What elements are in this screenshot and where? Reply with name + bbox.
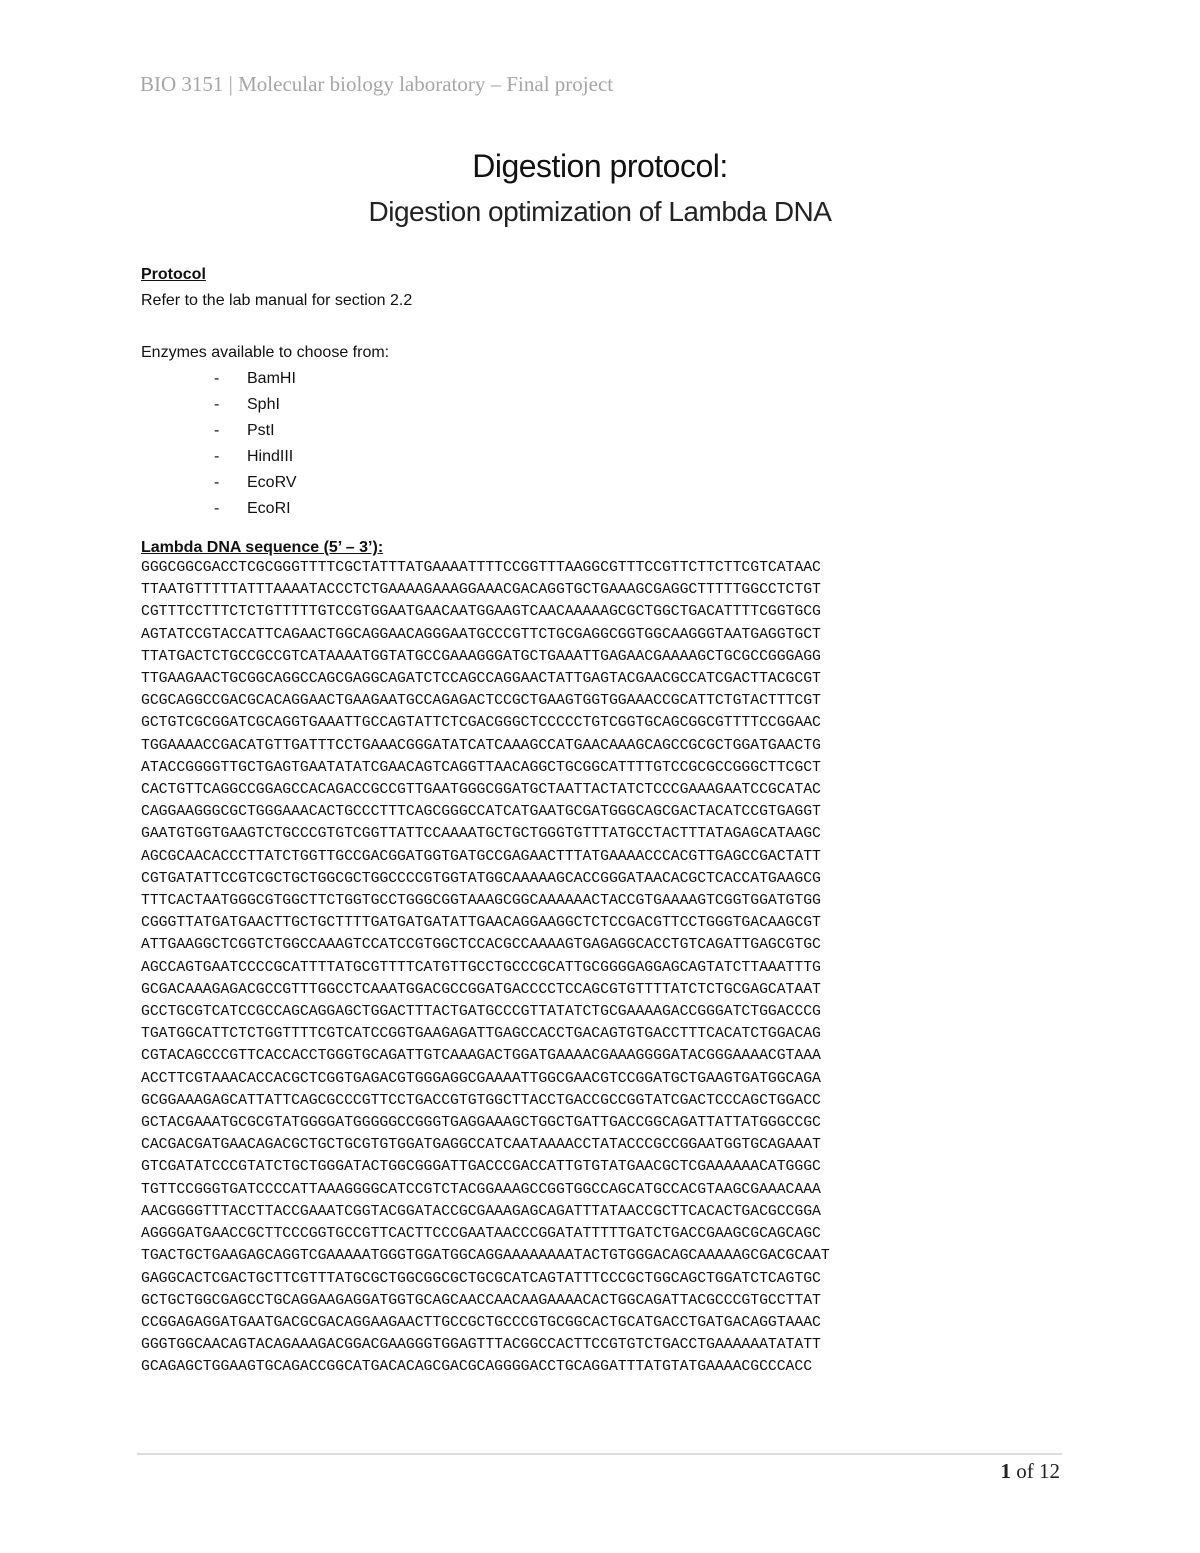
sequence-line: CACTGTTCAGGCCGGAGCCACAGACCGCCGTTGAATGGGCGGATGCTAATTACTATCTCCCGAAAGAATCCGCATAC (141, 782, 821, 799)
sequence-line: CGTGATATTCCGTCGCTGCTGGCGCTGGCCCCGTGGTATGGCAAAAAGCACCGGGATAACACGCTCACCATGAAGCG (141, 870, 821, 887)
enzyme-name: EcoRI (247, 500, 291, 517)
enzyme-name: HindIII (247, 448, 294, 465)
sequence-line: TGGAAAACCGACATGTTGATTTCCTGAAACGGGATATCATCAAAGCCATGAACAAAGCAGCCGCGCTGGATGAACTG (141, 737, 821, 754)
bullet-dash: - (214, 370, 220, 387)
sequence-line: ATACCGGGGTTGCTGAGTGAATATATCGAACAGTCAGGTTAACAGGCTGCGGCATTTTGTCCGCGCCGGGCTTCGCT (141, 759, 821, 776)
sequence-line: GAGGCACTCGACTGCTTCGTTTATGCGCTGGCGGCGCTGCGCATCAGTATTTCCCGCTGGCAGCTGGATCTCAGTGC (141, 1270, 821, 1287)
sequence-line: CGTACAGCCCGTTCACCACCTGGGTGCAGATTGTCAAAGACTGGATGAAAACGAAAGGGGATACGGGAAAACGTAAA (141, 1048, 821, 1065)
sequence-line: GCGCAGGCCGACGCACAGGAACTGAAGAATGCCAGAGACTCCGCTGAAGTGGTGGAAACCGCATTCTGTACTTTCGT (141, 693, 821, 710)
sequence-line: GCTGTCGCGGATCGCAGGTGAAATTGCCAGTATTCTCGACGGGCTCCCCCTGTCGGTGCAGCGGCGTTTTCCGGAAC (141, 715, 821, 732)
list-item (214, 496, 1061, 522)
bullet-dash: - (214, 422, 220, 439)
sequence-line: GAATGTGGTGAAGTCTGCCCGTGTCGGTTATTCCAAAATGCTGCTGGGTGTTTATGCCTACTTTATAGAGCATAAGC (141, 826, 821, 843)
sequence-line: TGTTCCGGGTGATCCCCATTAAAGGGGCATCCGTCTACGGAAAGCCGGTGGCCAGCATGCCACGTAAGCGAAACAAA (141, 1181, 821, 1198)
bullet-dash: - (214, 500, 220, 517)
sequence-line: TTGAAGAACTGCGGCAGGCCAGCGAGGCAGATCTCCAGCCAGGAACTATTGAGTACGAACGCCATCGACTTACGCGT (141, 671, 821, 688)
sequence-line: GCTGCTGGCGAGCCTGCAGGAAGAGGATGGTGCAGCAACCAACAAGAAAACACTGGCAGATTACGCCCGTGCCTTAT (141, 1292, 821, 1309)
sequence-line: ATTGAAGGCTCGGTCTGGCCAAAGTCCATCCGTGGCTCCACGCCAAAAGTGAGAGGCACCTGTCAGATTGAGCGTGC (141, 937, 821, 954)
enzymes-intro: Enzymes available to choose from: (141, 344, 390, 361)
sequence-line: TTATGACTCTGCCGCCGTCATAAAATGGTATGCCGAAAGGGATGCTGAAATTGAGAACGAAAAGCTGCGCCGGGAGG (141, 648, 821, 665)
sequence-line: TTAATGTTTTTATTTAAAATACCCTCTGAAAAGAAAGGAAACGACAGGTGCTGAAAGCGAGGCTTTTTGGCCTCTGT (141, 582, 821, 599)
page-header: BIO 3151 | Molecular biology laboratory – Final project (140, 72, 614, 96)
sequence-heading: Lambda DNA sequence (5’ – 3’): (141, 539, 384, 556)
list-item (214, 366, 1061, 392)
bullet-dash: - (214, 474, 220, 491)
sequence-line: GCCTGCGTCATCCGCCAGCAGGAGCTGGACTTTACTGATGCCCGTTATATCTGCGAAAAGACCGGGATCTGGACCCG (141, 1004, 821, 1021)
enzyme-name: EcoRV (247, 474, 297, 491)
list-item (214, 470, 1061, 496)
page-of-label: of (1016, 1459, 1034, 1483)
sequence-line: AACGGGGTTTACCTTACCGAAATCGGTACGGATACCGCGAAAGAGCAGATTTATAACCGCTTCACACTGACGCCGGA (141, 1203, 821, 1220)
sequence-line: AGCCAGTGAATCCCCGCATTTTATGCGTTTTCATGTTGCCTGCCCGCATTGCGGGGAGGAGCAGTATCTTAAATTTG (141, 959, 821, 976)
sequence-line: AGGGGATGAACCGCTTCCCGGTGCCGTTCACTTCCCGAATAACCCGGATATTTTTGATCTGACCGAAGCGCAGCAGC (141, 1226, 821, 1243)
sequence-line: GCGACAAAGAGACGCCGTTTGGCCTCAAATGGACGCCGGATGACCCCTCCAGCGTGTTTTATCTCTGCGAGCATAAT (141, 981, 821, 998)
sequence-line: GCTACGAAATGCGCGTATGGGGATGGGGGCCGGGTGAGGAAAGCTGGCTGATTGACCGGCAGATTATTATGGGCCGC (141, 1115, 821, 1132)
bullet-dash: - (214, 396, 220, 413)
list-item (214, 418, 1061, 444)
page-number (1001, 1459, 1061, 1484)
list-item (214, 392, 1061, 418)
total-pages: 12 (1039, 1459, 1060, 1483)
sequence-line: GCAGAGCTGGAAGTGCAGACCGGCATGACACAGCGACGCAGGGGACCTGCAGGATTTATGTATGAAAACGCCCACC (141, 1359, 813, 1376)
protocol-heading: Protocol (141, 266, 206, 283)
current-page: 1 (1000, 1459, 1011, 1483)
sequence-line: AGCGCAACACCCTTATCTGGTTGCCGACGGATGGTGATGCCGAGAACTTTATGAAAACCCACGTTGAGCCGACTATT (141, 848, 821, 865)
sequence-line: CAGGAAGGGCGCTGGGAAACACTGCCCTTTCAGCGGGCCATCATGAATGCGATGGGCAGCGACTACATCCGTGAGGT (141, 804, 821, 821)
sequence-line: TTTCACTAATGGGCGTGGCTTCTGGTGCCTGGGCGGTAAAGCGGCAAAAAACTACCGTGAAAAGTCGGTGGATGTGG (141, 893, 821, 910)
sequence-line: AGTATCCGTACCATTCAGAACTGGCAGGAACAGGGAATGCCCGTTCTGCGAGGCGGTGGCAAGGGTAATGAGGTGCT (141, 626, 821, 643)
list-item (214, 444, 1061, 470)
dna-sequence (141, 557, 1061, 1379)
bullet-dash: - (214, 448, 220, 465)
document-title: Digestion protocol: (472, 148, 728, 184)
sequence-line: CACGACGATGAACAGACGCTGCTGCGTGTGGATGAGGCCATCAATAAAACCTATACCCGCCGGAATGGTGCAGAAAT (141, 1137, 821, 1154)
sequence-line: ACCTTCGTAAACACCACGCTCGGTGAGACGTGGGAGGCGAAAATTGGCGAACGTCCGGATGCTGAAGTGATGGCAGA (141, 1070, 821, 1087)
enzyme-name: BamHI (247, 370, 296, 387)
sequence-line: CGGGTTATGATGAACTTGCTGCTTTTGATGATGATATTGAACAGGAAGGCTCTCCGACGTTCCTGGGTGACAAGCGT (141, 915, 821, 932)
enzyme-name: PstI (247, 422, 275, 439)
protocol-text: Refer to the lab manual for section 2.2 (141, 292, 413, 309)
document-subtitle: Digestion optimization of Lambda DNA (368, 196, 832, 227)
sequence-line: CGTTTCCTTTCTCTGTTTTTGTCCGTGGAATGAACAATGGAAGTCAACAAAAAGCGCTGGCTGACATTTTCGGTGCG (141, 604, 821, 621)
enzyme-name: SphI (247, 396, 280, 413)
sequence-line: CCGGAGAGGATGAATGACGCGACAGGAAGAACTTGCCGCTGCCCGTGCGGCACTGCATGACCTGATGACAGGTAAAC (141, 1314, 821, 1331)
sequence-line: GCGGAAAGAGCATTATTCAGCGCCCGTTCCTGACCGTGTGGCTTACCTGACCGCCGGTATCGACTCCCAGCTGGACC (141, 1092, 821, 1109)
sequence-line: TGACTGCTGAAGAGCAGGTCGAAAAATGGGTGGATGGCAGGAAAAAAAATACTGTGGGACAGCAAAAAGCGACGCAAT (141, 1248, 830, 1265)
sequence-line: TGATGGCATTCTCTGGTTTTCGTCATCCGGTGAAGAGATTGAGCCACCTGACAGTGTGACCTTTCACATCTGGACAG (141, 1026, 821, 1043)
enzyme-list (141, 366, 1061, 522)
sequence-line: GGGCGGCGACCTCGCGGGTTTTCGCTATTTATGAAAATTTTCCGGTTTAAGGCGTTTCCGTTCTTCTTCGTCATAAC (141, 560, 821, 576)
document-body (141, 262, 1061, 1379)
sequence-line: GGGTGGCAACAGTACAGAAAGACGGACGAAGGGTGGAGTTTACGGCCACTTCCGTGTCTGACCTGAAAAAATATATT (141, 1337, 821, 1354)
footer-divider (137, 1453, 1062, 1455)
sequence-line: GTCGATATCCCGTATCTGCTGGGATACTGGCGGGATTGACCCGACCATTGTGTATGAACGCTCGAAAAAACATGGGC (141, 1159, 821, 1176)
